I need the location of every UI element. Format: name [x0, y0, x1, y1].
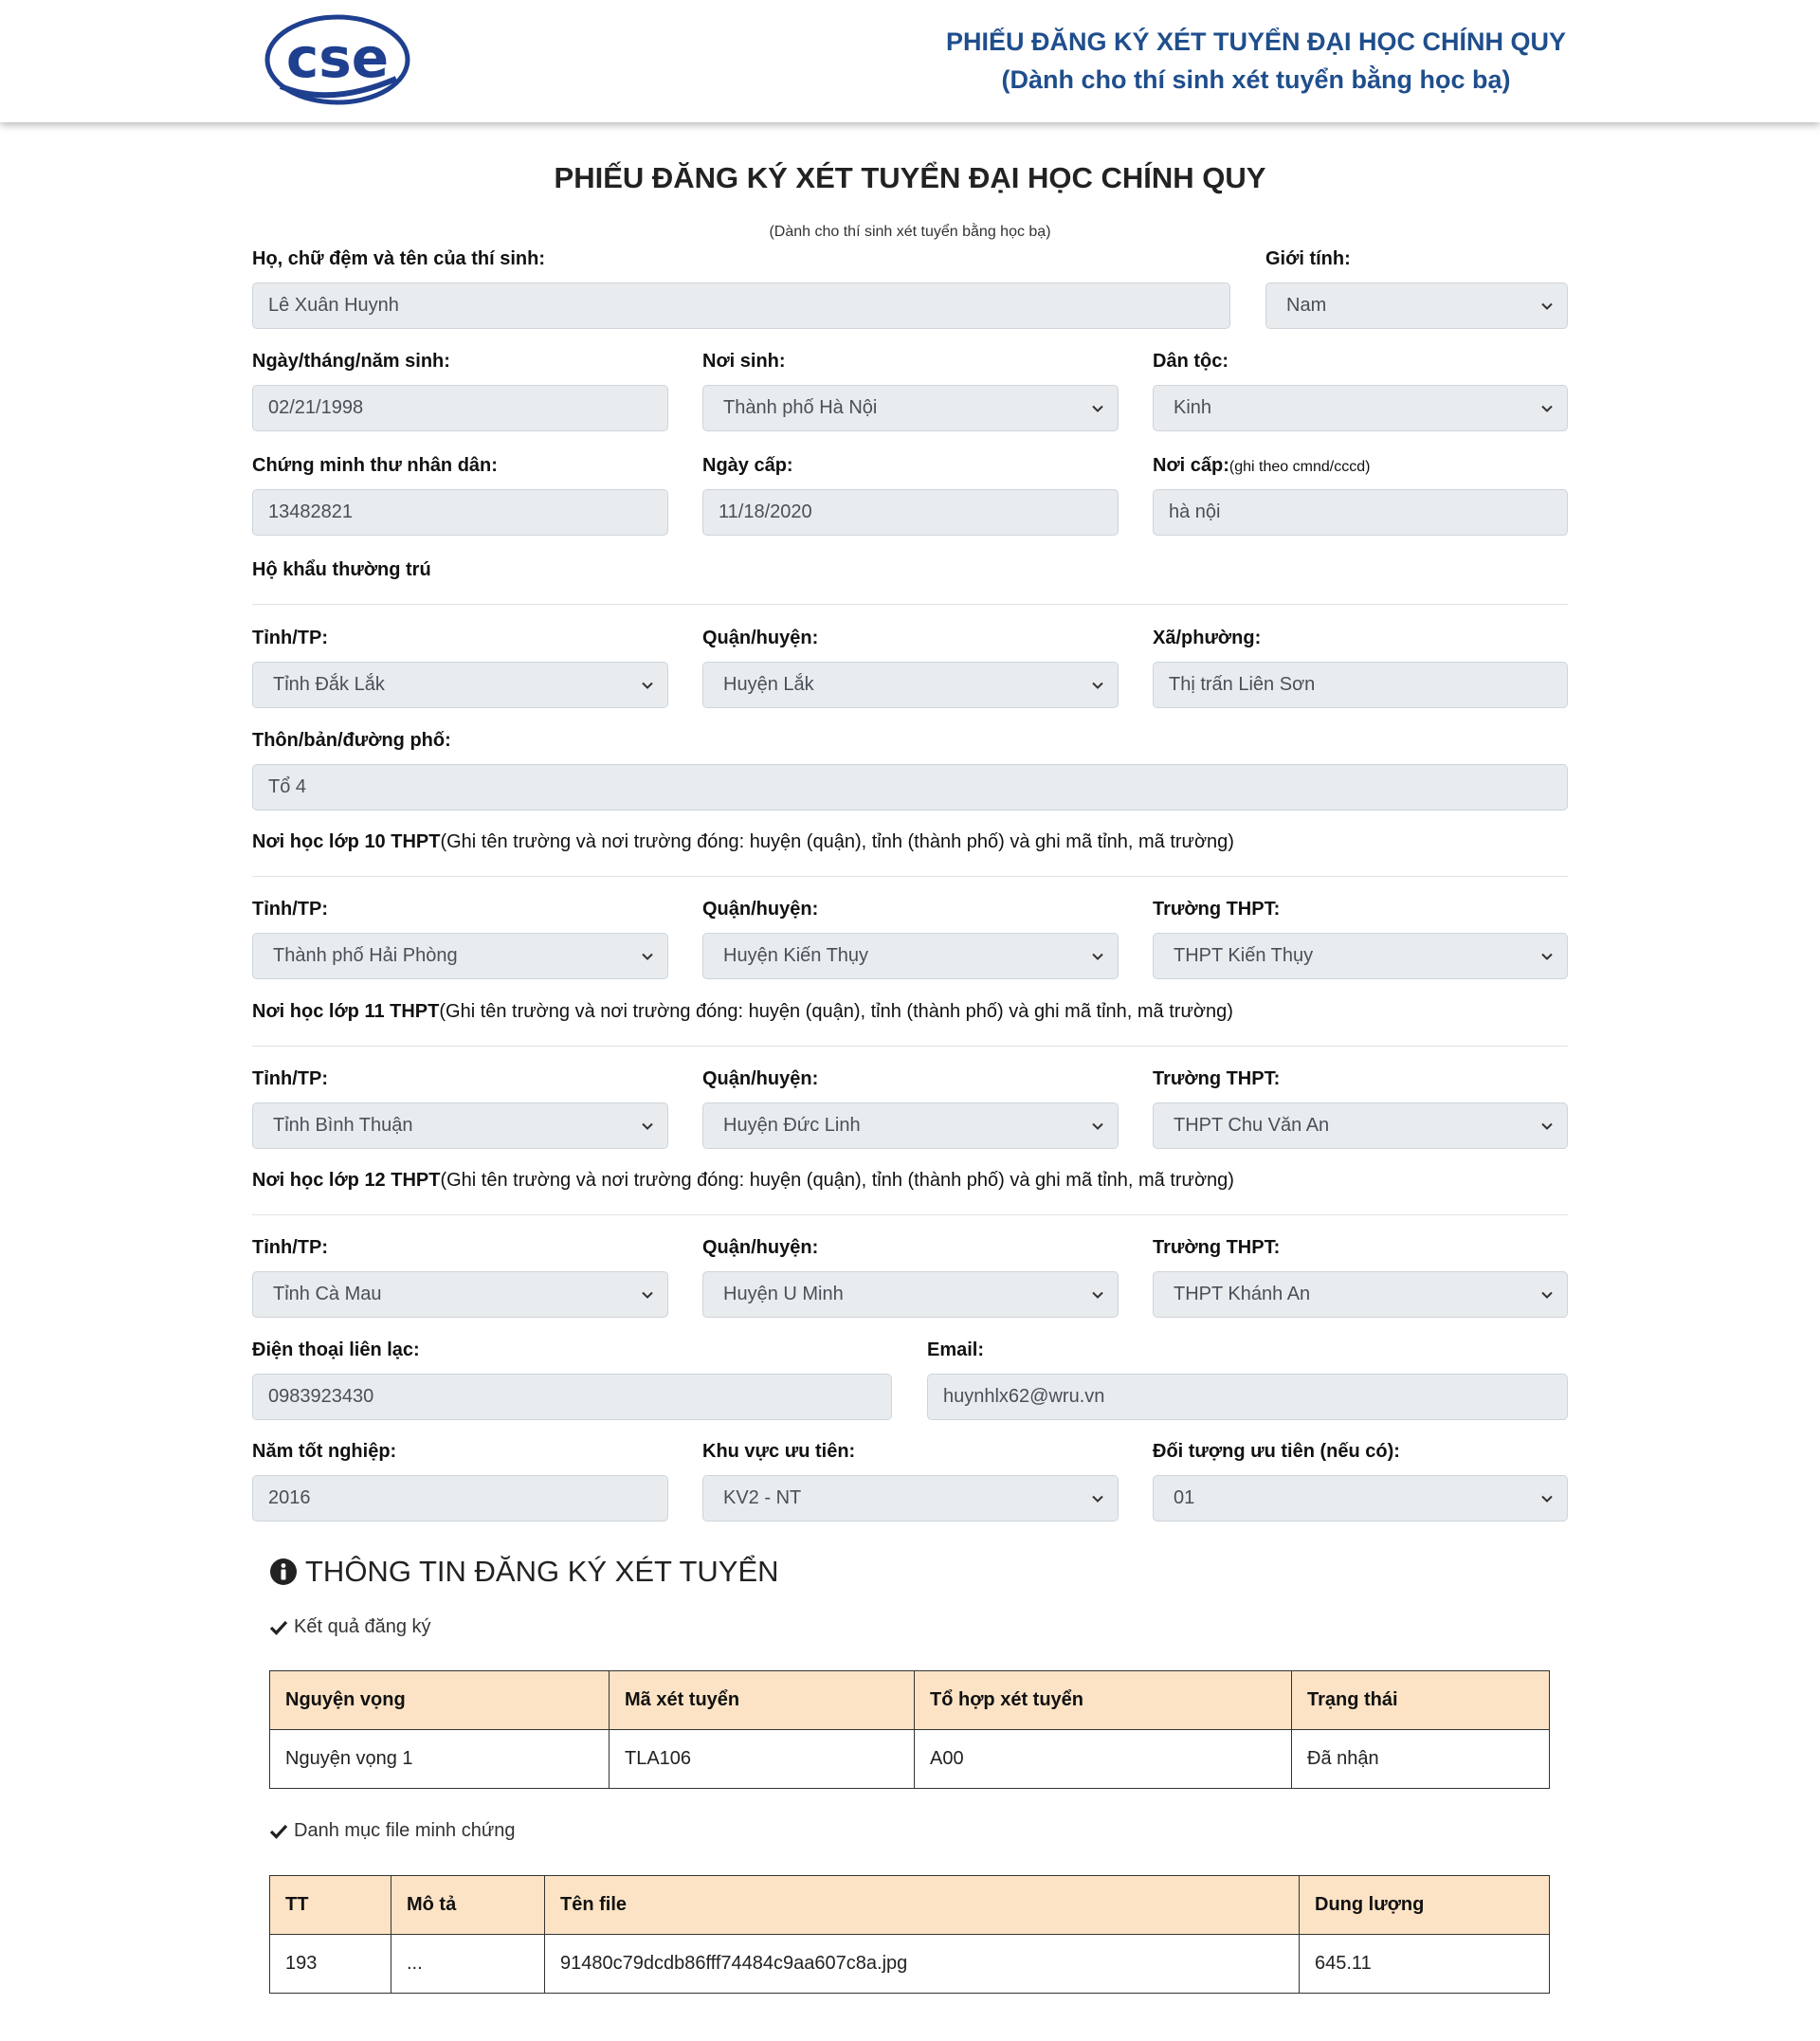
residence-title: Hộ khẩu thường trú	[252, 559, 431, 580]
files-label-text: Danh mục file minh chứng	[294, 1820, 516, 1841]
dob-label: Ngày/tháng/năm sinh:	[252, 351, 450, 372]
id-number-label: Chứng minh thư nhân dân:	[252, 455, 498, 476]
birthplace-value: Thành phố Hà Nội	[723, 397, 878, 418]
school10-school-label: Trường THPT:	[1153, 899, 1281, 920]
chevron-down-icon	[1091, 950, 1104, 963]
chevron-down-icon	[1091, 679, 1104, 692]
residence-province-value: Tỉnh Đắk Lắk	[273, 674, 385, 695]
full-name-field[interactable]: Lê Xuân Huynh	[252, 282, 1230, 329]
issue-date-label: Ngày cấp:	[702, 455, 793, 476]
school11-school-select[interactable]	[1153, 1103, 1568, 1149]
issue-place-note: (ghi theo cmnd/cccd)	[1228, 459, 1371, 475]
check-icon	[269, 1619, 288, 1636]
school11-province-value: Tỉnh Bình Thuận	[273, 1115, 413, 1136]
school11-school-label: Trường THPT:	[1153, 1068, 1281, 1089]
school10-province-select[interactable]	[252, 933, 668, 979]
school10-school-value: THPT Kiến Thụy	[1174, 945, 1314, 966]
column-header: Nguyện vọng	[270, 1671, 610, 1730]
priority-group-label: Đối tượng ưu tiên (nếu có):	[1153, 1441, 1400, 1462]
school10-title	[252, 831, 1234, 853]
chevron-down-icon	[1091, 1288, 1104, 1302]
dob-field[interactable]: 02/21/1998	[252, 385, 668, 431]
residence-street-label: Thôn/bản/đường phố:	[252, 730, 451, 751]
chevron-down-icon	[641, 679, 654, 692]
table-cell: Đã nhận	[1292, 1730, 1550, 1789]
check-icon	[269, 1823, 288, 1840]
priority-area-value: KV2 - NT	[723, 1487, 802, 1508]
chevron-down-icon	[1540, 950, 1554, 963]
chevron-down-icon	[641, 950, 654, 963]
school12-district-select[interactable]	[702, 1271, 1119, 1318]
column-header: Dung lượng	[1300, 1876, 1550, 1935]
residence-district-value: Huyện Lắk	[723, 674, 814, 695]
files-table	[269, 1875, 1550, 1994]
school12-school-select[interactable]	[1153, 1271, 1568, 1318]
chevron-down-icon	[641, 1120, 654, 1133]
school10-school-select[interactable]	[1153, 933, 1568, 979]
priority-area-label: Khu vực ưu tiên:	[702, 1441, 856, 1462]
table-row	[270, 1935, 1550, 1994]
column-header: Mô tả	[391, 1876, 545, 1935]
school11-province-label: Tỉnh/TP:	[252, 1068, 328, 1089]
school11-district-label: Quận/huyện:	[702, 1068, 819, 1089]
table-header-row	[270, 1671, 1550, 1730]
chevron-down-icon	[1091, 402, 1104, 415]
chevron-down-icon	[641, 1288, 654, 1302]
residence-street-field[interactable]: Tổ 4	[252, 764, 1568, 811]
full-name-label: Họ, chữ đệm và tên của thí sinh:	[252, 248, 545, 269]
email-label: Email:	[927, 1339, 985, 1360]
school12-province-label: Tỉnh/TP:	[252, 1237, 328, 1258]
table-cell: ...	[391, 1935, 545, 1994]
column-header: Trạng thái	[1292, 1671, 1550, 1730]
residence-ward-label: Xã/phường:	[1153, 628, 1262, 648]
priority-group-value: 01	[1174, 1487, 1195, 1508]
school12-title-bold: Nơi học lớp 12 THPT	[252, 1170, 441, 1191]
grad-year-field[interactable]: 2016	[252, 1475, 668, 1522]
school12-district-label: Quận/huyện:	[702, 1237, 819, 1258]
table-cell: Nguyện vọng 1	[270, 1730, 610, 1789]
residence-province-label: Tỉnh/TP:	[252, 628, 328, 648]
gender-select[interactable]	[1265, 282, 1568, 329]
header-title-line2: (Dành cho thí sinh xét tuyển bằng học bạ)	[1001, 65, 1511, 94]
school11-district-value: Huyện Đức Linh	[723, 1115, 861, 1136]
school12-province-value: Tỉnh Cà Mau	[273, 1284, 382, 1304]
header-title	[929, 23, 1583, 99]
header-title-line1: PHIẾU ĐĂNG KÝ XÉT TUYỂN ĐẠI HỌC CHÍNH QUY	[945, 27, 1567, 56]
divider	[252, 1214, 1568, 1215]
result-label	[269, 1616, 431, 1638]
table-cell: A00	[915, 1730, 1292, 1789]
school11-province-select[interactable]	[252, 1103, 668, 1149]
files-label	[269, 1820, 516, 1842]
school10-title-bold: Nơi học lớp 10 THPT	[252, 831, 441, 852]
school10-district-select[interactable]	[702, 933, 1119, 979]
registration-heading	[269, 1555, 779, 1589]
school11-title-bold: Nơi học lớp 11 THPT	[252, 1001, 440, 1022]
ethnicity-select[interactable]	[1153, 385, 1568, 431]
table-row	[270, 1730, 1550, 1789]
file-name-link[interactable]: 91480c79dcdb86fff74484c9aa607c8a.jpg	[545, 1935, 1300, 1994]
birthplace-select[interactable]	[702, 385, 1119, 431]
divider	[252, 604, 1568, 605]
school12-province-select[interactable]	[252, 1271, 668, 1318]
info-icon	[269, 1558, 298, 1586]
school11-title-rest: (Ghi tên trường và nơi trường đóng: huyện (quận), tỉnh (thành phố) và ghi mã tỉnh, mã trường)	[439, 1001, 1233, 1022]
school12-title	[252, 1170, 1234, 1192]
school12-school-value: THPT Khánh An	[1174, 1284, 1311, 1304]
registration-heading-text: THÔNG TIN ĐĂNG KÝ XÉT TUYỂN	[305, 1555, 779, 1588]
gender-value: Nam	[1286, 295, 1327, 316]
column-header: TT	[270, 1876, 391, 1935]
school11-school-value: THPT Chu Văn An	[1174, 1115, 1330, 1136]
school10-province-value: Thành phố Hải Phòng	[273, 945, 458, 966]
phone-label: Điện thoại liên lạc:	[252, 1339, 420, 1360]
chevron-down-icon	[1540, 1492, 1554, 1505]
gender-label: Giới tính:	[1265, 248, 1351, 269]
residence-district-select[interactable]	[702, 662, 1119, 708]
page-title: PHIẾU ĐĂNG KÝ XÉT TUYỂN ĐẠI HỌC CHÍNH QUY	[554, 161, 1266, 194]
issue-place-field[interactable]: hà nội	[1153, 489, 1568, 536]
issue-place-label	[1153, 455, 1370, 477]
chevron-down-icon	[1091, 1492, 1104, 1505]
ethnicity-value: Kinh	[1174, 397, 1212, 418]
school10-district-label: Quận/huyện:	[702, 899, 819, 920]
id-number-field[interactable]: 13482821	[252, 489, 668, 536]
school11-title	[252, 1001, 1233, 1023]
divider	[252, 1046, 1568, 1047]
phone-field[interactable]: 0983923430	[252, 1374, 892, 1420]
table-cell: 645.11	[1300, 1935, 1550, 1994]
table-cell: TLA106	[610, 1730, 915, 1789]
header-bar	[0, 0, 1820, 122]
logo-text: cse	[285, 26, 390, 90]
result-table	[269, 1670, 1550, 1789]
school10-province-label: Tỉnh/TP:	[252, 899, 328, 920]
school10-title-rest: (Ghi tên trường và nơi trường đóng: huyện (quận), tỉnh (thành phố) và ghi mã tỉnh, mã trường)	[440, 831, 1234, 852]
chevron-down-icon	[1540, 1288, 1554, 1302]
column-header: Tên file	[545, 1876, 1300, 1935]
grad-year-label: Năm tốt nghiệp:	[252, 1441, 397, 1462]
chevron-down-icon	[1540, 402, 1554, 415]
school12-title-rest: (Ghi tên trường và nơi trường đóng: huyện (quận), tỉnh (thành phố) và ghi mã tỉnh, mã trường)	[440, 1170, 1234, 1191]
cse-logo	[264, 12, 411, 107]
table-header-row	[270, 1876, 1550, 1935]
school11-district-select[interactable]	[702, 1103, 1119, 1149]
divider	[252, 876, 1568, 877]
chevron-down-icon	[1091, 1120, 1104, 1133]
chevron-down-icon	[1540, 300, 1554, 313]
result-label-text: Kết quả đăng ký	[294, 1616, 431, 1637]
residence-district-label: Quận/huyện:	[702, 628, 819, 648]
column-header: Mã xét tuyển	[610, 1671, 915, 1730]
ethnicity-label: Dân tộc:	[1153, 351, 1228, 372]
chevron-down-icon	[1540, 1120, 1554, 1133]
priority-group-select[interactable]	[1153, 1475, 1568, 1522]
school10-district-value: Huyện Kiến Thụy	[723, 945, 869, 966]
page-subtitle: (Dành cho thí sinh xét tuyển bằng học bạ)	[769, 224, 1051, 240]
residence-province-select[interactable]	[252, 662, 668, 708]
school12-school-label: Trường THPT:	[1153, 1237, 1281, 1258]
priority-area-select[interactable]	[702, 1475, 1119, 1522]
residence-ward-field[interactable]: Thị trấn Liên Sơn	[1153, 662, 1568, 708]
school12-district-value: Huyện U Minh	[723, 1284, 844, 1304]
issue-date-field[interactable]: 11/18/2020	[702, 489, 1119, 536]
issue-place-label-text: Nơi cấp:	[1153, 455, 1229, 476]
column-header: Tổ hợp xét tuyển	[915, 1671, 1292, 1730]
birthplace-label: Nơi sinh:	[702, 351, 786, 372]
table-cell: 193	[270, 1935, 391, 1994]
email-field[interactable]: huynhlx62@wru.vn	[927, 1374, 1568, 1420]
